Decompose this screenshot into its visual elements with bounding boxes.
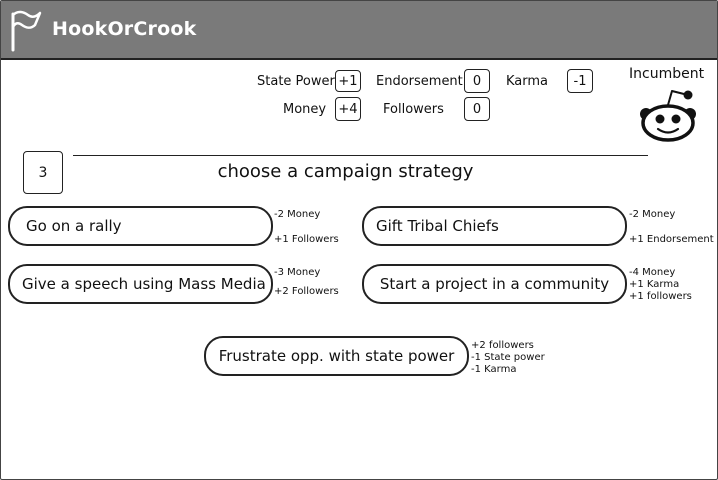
- gift-tribal-chiefs-effects: [629, 209, 714, 246]
- effect-text: -2 Money: [629, 209, 676, 220]
- opponent-label: Incumbent: [629, 66, 705, 82]
- state-power-value: +1: [335, 70, 361, 92]
- effect-text: +1 Followers: [274, 234, 339, 245]
- mass-media-speech-button[interactable]: Give a speech using Mass Media: [8, 264, 273, 304]
- followers-label: Followers: [383, 102, 444, 117]
- community-project-effects: [629, 267, 692, 303]
- money-value: +4: [335, 97, 361, 121]
- heading-divider: [73, 155, 648, 156]
- state-power-label: State Power: [257, 74, 335, 89]
- money-label: Money: [283, 102, 327, 117]
- effect-text: +2 followers: [471, 340, 534, 351]
- effect-text: -1 State power: [471, 352, 545, 363]
- rally-button[interactable]: Go on a rally: [8, 206, 273, 246]
- frustrate-opponent-button[interactable]: Frustrate opp. with state power: [204, 336, 469, 376]
- endorsement-label: Endorsement: [376, 74, 463, 89]
- page-heading: choose a campaign strategy: [217, 161, 474, 182]
- karma-label: Karma: [506, 74, 549, 89]
- effect-text: +1 followers: [629, 291, 692, 302]
- app-title: HookOrCrook: [52, 18, 197, 40]
- karma-value: -1: [567, 69, 593, 93]
- effect-text: +1 Karma: [629, 279, 680, 290]
- gift-tribal-chiefs-button[interactable]: Gift Tribal Chiefs: [362, 206, 627, 246]
- endorsement-value: 0: [464, 69, 490, 93]
- flag-icon: [8, 8, 44, 56]
- title-bar: [1, 1, 717, 60]
- effect-text: -2 Money: [274, 209, 321, 220]
- frustrate-opponent-effects: [471, 340, 545, 376]
- effect-text: -4 Money: [629, 267, 676, 278]
- mass-media-speech-effects: [274, 267, 339, 298]
- effect-text: -1 Karma: [471, 364, 517, 375]
- community-project-button[interactable]: Start a project in a community: [362, 264, 627, 304]
- effect-text: +1 Endorsement: [629, 234, 714, 245]
- followers-value: 0: [464, 97, 490, 121]
- rally-effects: [274, 209, 339, 246]
- effect-text: +2 Followers: [274, 286, 339, 297]
- alien-face-icon: [637, 87, 699, 147]
- step-counter: 3: [23, 151, 63, 194]
- effect-text: -3 Money: [274, 267, 321, 278]
